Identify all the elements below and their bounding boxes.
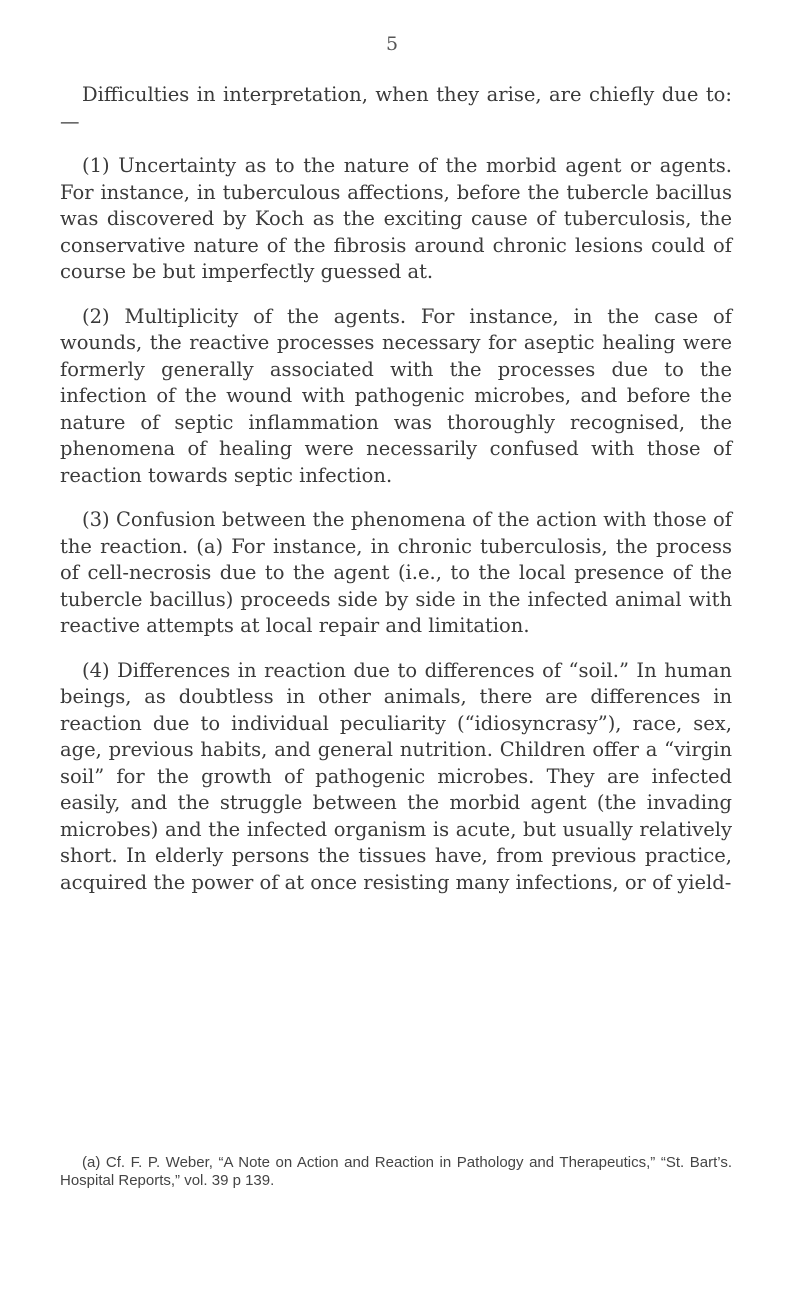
footnote: (a) Cf. F. P. Weber, “A Note on Action and Reaction in Pathology and Therapeutics,” “St. Bart’s. Hospital Reports,” vol. 39 p 139. [60,1154,732,1189]
paragraph-uncertainty: (1) Uncertainty as to the nature of the morbid agent or agents. For instance, in tuberculous affections, before the tubercle bacillus was discovered by Koch as the exciting cause of tuberculosis, the conservative nature of the fibrosis around chronic lesions could of course be but imperfectly guessed at. [60,154,732,283]
paragraph-confusion: (3) Confusion between the phenomena of the action with those of the reaction. (a) For instance, in chronic tuberculosis, the process of cell-necrosis due to the agent (i.e., to the local presence of the tubercle bacillus) proceeds side by side in the infected animal with reactive attempts at local repair and limitation. [60,508,732,637]
body-text [60,82,732,896]
paragraph-soil-differences: (4) Differences in reaction due to differences of “soil.” In human beings, as doubtless in other animals, there are differences in reaction due to individual peculiarity (“idiosyncrasy”), race, sex, age, previous habits, and general nutrition. Children offer a “virgin soil” for the growth of pathogenic microbes. They are infected easily, and the struggle between the morbid agent (the invading microbes) and the infected organism is acute, but usually relatively short. In elderly persons the tissues have, from previous practice, acquired the power of at once resisting many infections, or of yield- [60,658,732,894]
intro-paragraph: Difficulties in interpretation, when they arise, are chiefly due to:— [60,83,732,133]
page-number: 5 [385,33,399,55]
paragraph-multiplicity: (2) Multiplicity of the agents. For instance, in the case of wounds, the reactive processes necessary for aseptic healing were formerly generally associated with the processes due to the infection of the wound with pathogenic microbes, and before the nature of septic inflammation was thoroughly recognised, the phenomena of healing were necessarily confused with those of reaction towards septic infection. [60,304,732,487]
